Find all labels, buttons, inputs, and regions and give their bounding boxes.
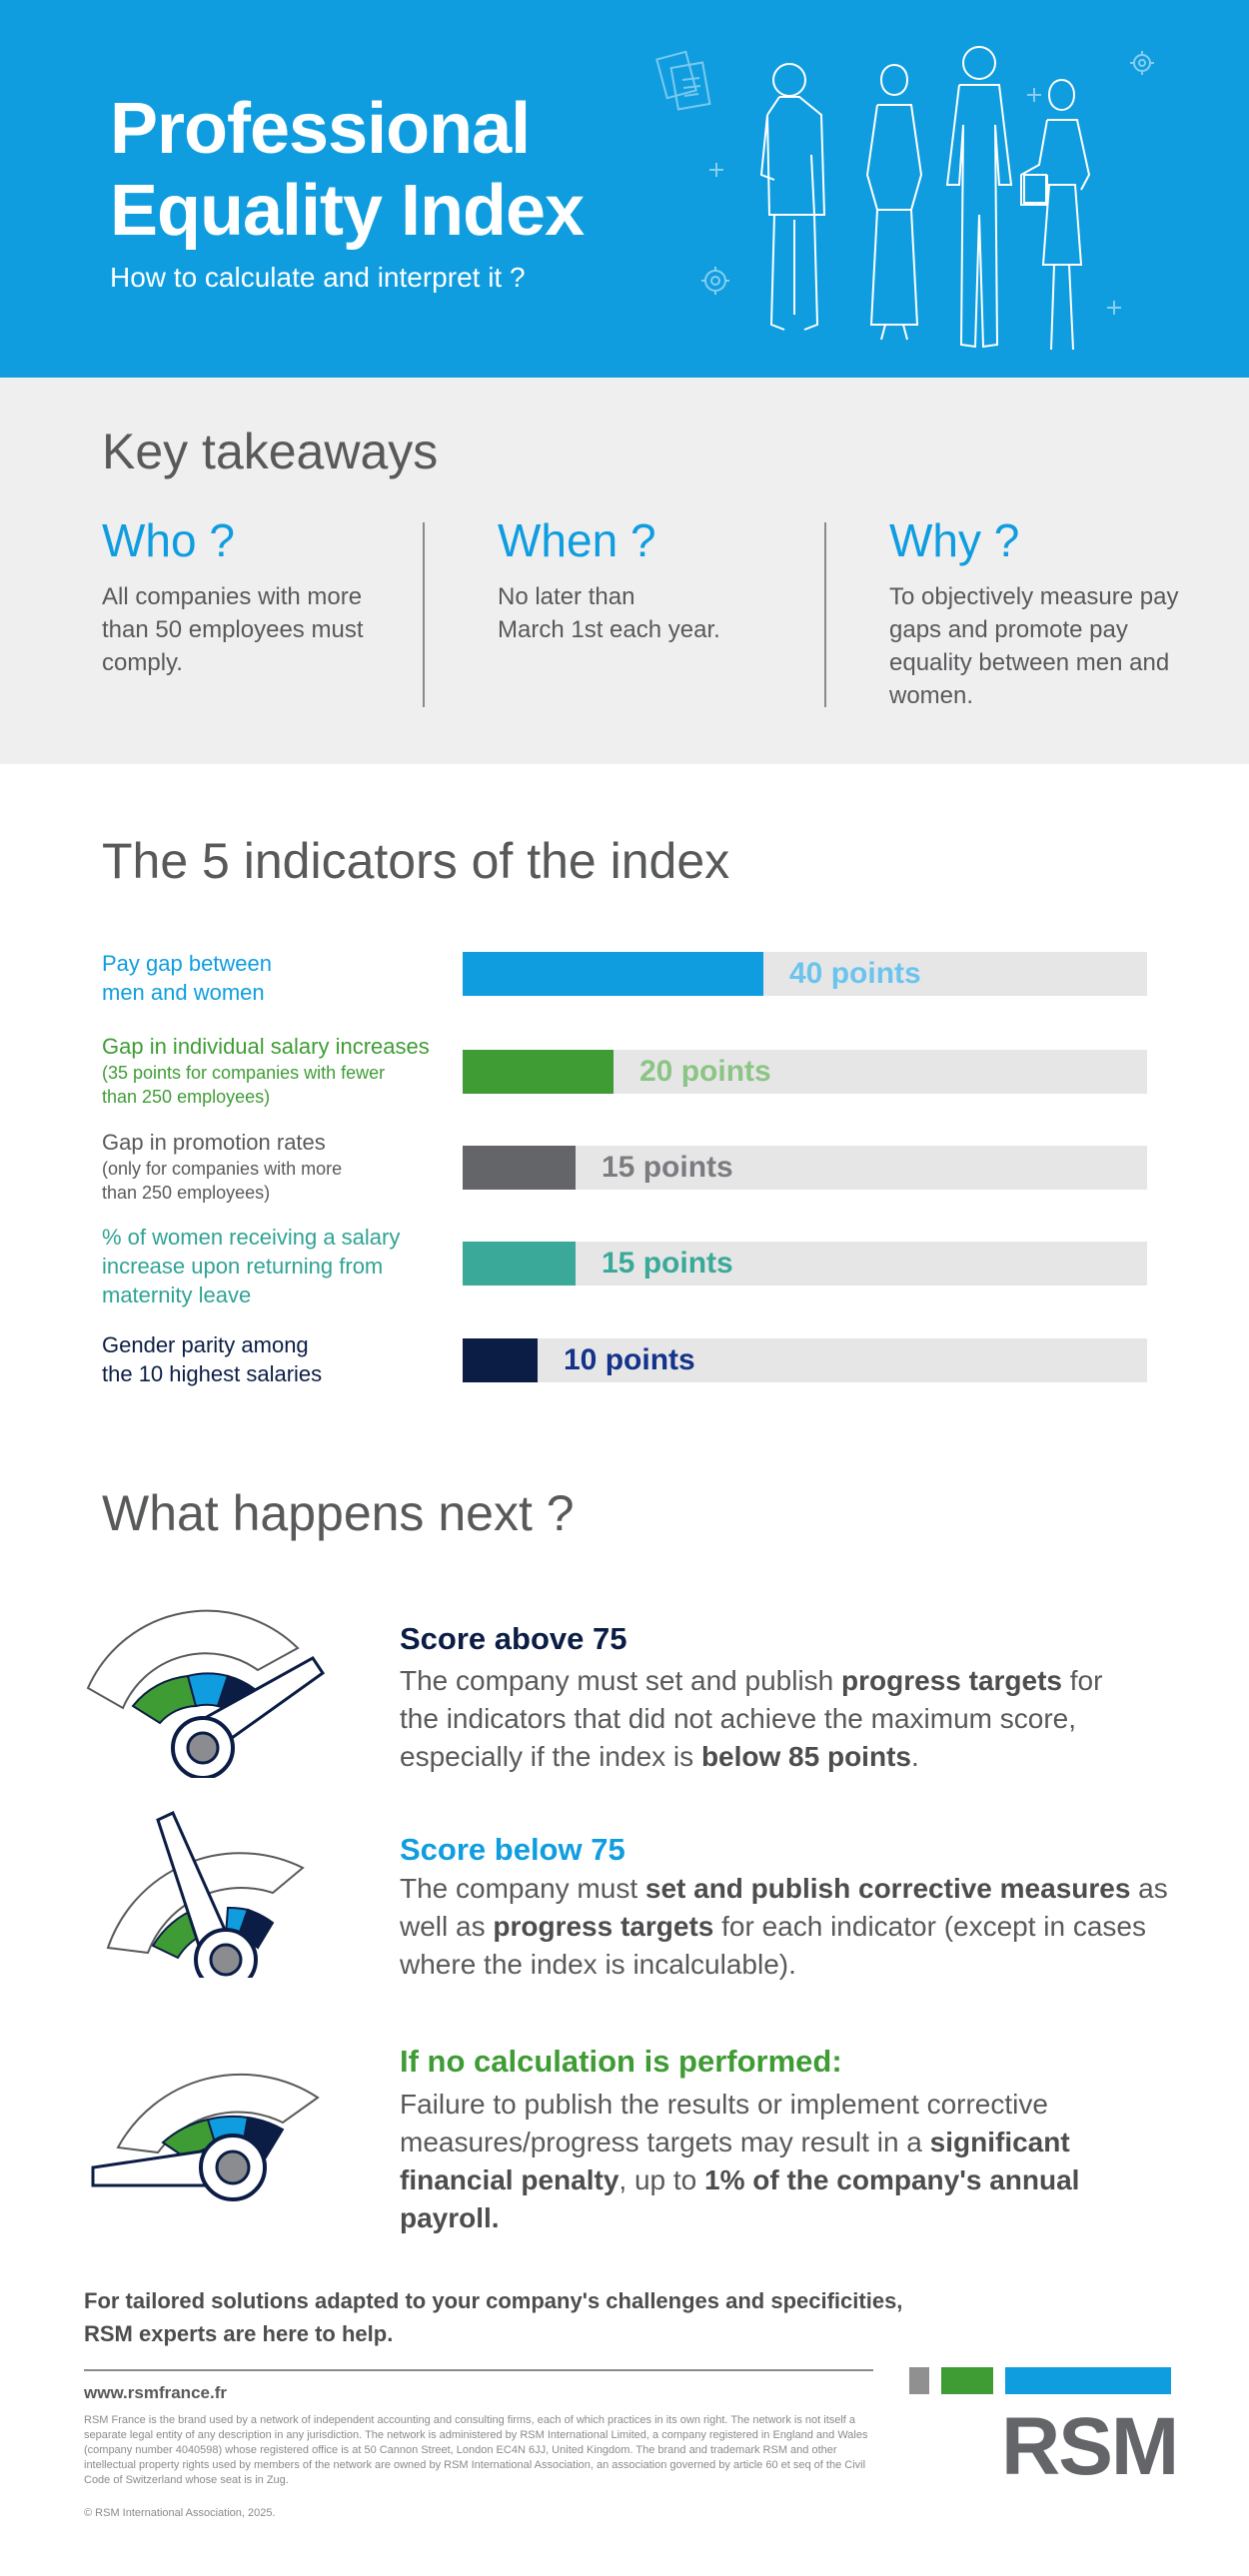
gear-icon	[1130, 51, 1154, 75]
indicator-label: Gap in individual salary increases (35 points for companies with fewer than 250 employees)	[102, 1034, 430, 1107]
indicator-bar-fill	[463, 952, 763, 996]
indicator-points: 10 points	[564, 1343, 695, 1376]
indicator-bar-track	[463, 1050, 1147, 1094]
takeaway-why	[889, 512, 1178, 712]
section-heading: The 5 indicators of the index	[102, 833, 730, 889]
website-link[interactable]: www.rsmfrance.fr	[84, 2383, 227, 2402]
indicator-points: 15 points	[602, 1151, 733, 1184]
rsm-logo: RSM	[1001, 2401, 1178, 2492]
next-item-title: Score above 75	[400, 1621, 627, 1656]
divider	[824, 522, 826, 707]
plus-icon	[709, 163, 723, 177]
hero-banner	[0, 0, 1249, 378]
takeaway-question: Who ?	[102, 514, 235, 566]
divider	[423, 522, 425, 707]
logo-bar-blue	[1005, 2367, 1171, 2394]
gauge-high-icon	[78, 1598, 338, 1778]
indicator-bar-fill	[463, 1050, 614, 1094]
key-takeaways-section	[0, 378, 1249, 764]
next-item-body: The company must set and publish corrective measures as well as progress targets for each indicator (except in cases where the index is incalculable).	[400, 1873, 1168, 1980]
plus-icon	[1107, 301, 1121, 315]
person-figure	[761, 64, 824, 330]
title-line-1: Professional	[110, 89, 531, 169]
page-subtitle: How to calculate and interpret it ?	[110, 262, 526, 293]
takeaway-who	[102, 512, 363, 679]
copyright: © RSM International Association, 2025.	[84, 2507, 276, 2519]
indicator-points: 15 points	[602, 1247, 733, 1280]
section-heading: What happens next ?	[102, 1485, 575, 1541]
person-figure	[867, 65, 921, 340]
next-item-title: If no calculation is performed:	[400, 2044, 842, 2079]
gauge-none-icon	[78, 2028, 338, 2207]
next-item-body: Failure to publish the results or implement corrective measures/progress targets may result in a significant financial penalty, up to 1% of the company's annual payroll.	[400, 2089, 1080, 2233]
logo-bar-grey	[909, 2367, 929, 2394]
indicator-label: Gender parity among the 10 highest salaries	[102, 1332, 323, 1386]
indicator-bar-fill	[463, 1146, 576, 1190]
indicator-bar-track	[463, 1242, 1147, 1286]
indicator-bar-track	[463, 952, 1147, 996]
call-to-action: For tailored solutions adapted to your company's challenges and specificities, RSM experts are here to help.	[84, 2288, 903, 2346]
takeaway-when	[498, 512, 720, 646]
divider	[84, 2369, 873, 2371]
plus-icon	[1027, 88, 1041, 102]
section-heading: Key takeaways	[102, 424, 439, 479]
gear-icon	[701, 267, 729, 295]
title-line-2: Equality Index	[110, 171, 585, 251]
takeaway-question: When ?	[498, 514, 656, 566]
people-illustration	[649, 25, 1209, 365]
person-figure	[1021, 80, 1089, 350]
next-item-title: Score below 75	[400, 1832, 625, 1867]
indicator-bar-fill	[463, 1242, 576, 1286]
logo-bar-green	[941, 2367, 993, 2394]
indicator-points: 40 points	[789, 957, 921, 990]
indicator-label: % of women receiving a salary increase upon returning from maternity leave	[102, 1225, 401, 1307]
person-figure	[947, 47, 1011, 347]
gauge-low-icon	[78, 1798, 338, 1978]
takeaway-question: Why ?	[889, 514, 1020, 566]
indicator-label: Gap in promotion rates (only for companies with more than 250 employees)	[102, 1130, 343, 1203]
next-item-body: The company must set and publish progress targets for the indicators that did not achieve the maximum score, especially if the index is below 85 points.	[400, 1665, 1103, 1772]
indicator-bar-track	[463, 1146, 1147, 1190]
takeaway-answer: All companies with more than 50 employees must comply.	[102, 583, 364, 676]
takeaway-answer: To objectively measure pay gaps and promote pay equality between men and women.	[889, 583, 1179, 709]
indicator-points: 20 points	[639, 1055, 771, 1088]
indicator-bar-track	[463, 1338, 1147, 1382]
legal-notice: RSM France is the brand used by a network of independent accounting and consulting firms, each of which practices in its own right. The network is not itself a separate legal entity of any description in any jurisdiction. The network is administered by RSM International Limited, a company registered in England and Wales (company number 4040598) whose registered office is at 50 Cannon Street, London EC4N 6JJ, United Kingdom. The brand and trademark RSM and other intellectual property rights used by members of the network are owned by RSM International Association, an association governed by article 60 et seq of the Civil Code of Switzerland whose seat is in Zug.	[84, 2414, 868, 2486]
documents-icon	[656, 52, 709, 110]
indicator-label: Pay gap between men and women	[102, 951, 273, 1005]
page-title	[110, 88, 584, 252]
takeaway-answer: No later than March 1st each year.	[498, 583, 720, 643]
indicator-bar-fill	[463, 1338, 538, 1382]
